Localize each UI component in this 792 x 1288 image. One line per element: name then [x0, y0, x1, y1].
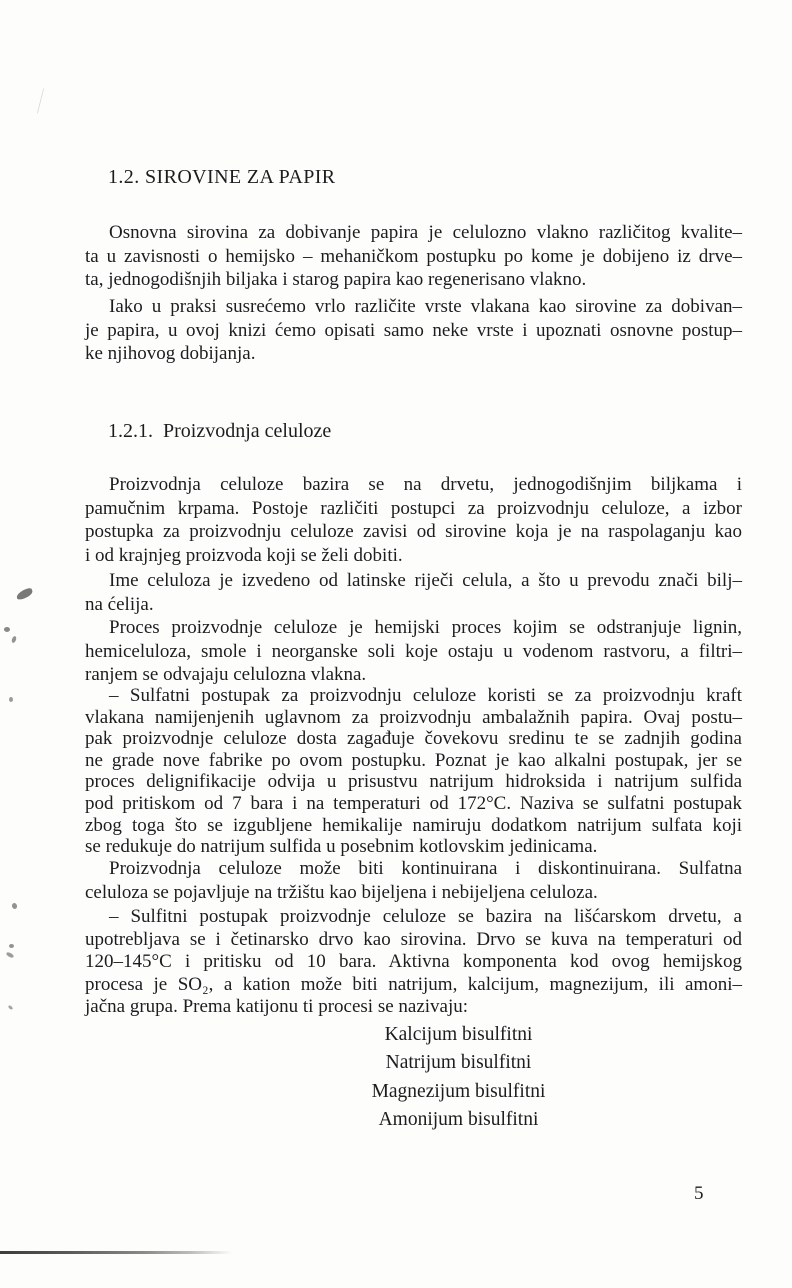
- paragraph: [85, 906, 742, 1019]
- text-line: ranjem se odvajaju celulozna vlakna.: [85, 664, 367, 685]
- scan-scratch-mark: [37, 88, 45, 114]
- bisulfite-process-list: [130, 1021, 787, 1134]
- list-item: Amonijum bisulfitni: [378, 1108, 539, 1130]
- list-item: Magnezijum bisulfitni: [371, 1080, 546, 1102]
- section-heading: 1.2. SIROVINE ZA PAPIR: [108, 166, 336, 188]
- text-line: ne grade nove fabrike po ovom postupku. Poznat je kao alkalni postupak, jer se: [85, 749, 742, 771]
- page-number: 5: [694, 1183, 704, 1204]
- text-line: procesa je SO₂, a kation može biti natrijum, kalcijum, magnezijum, ili amoni–: [85, 973, 742, 995]
- text-line: ta u zavisnosti o hemijsko – mehaničkom postupku po kome je dobijeno iz drve–: [85, 245, 742, 267]
- text-line: na ćelija.: [85, 593, 154, 615]
- text-line: – Sulfitni postupak proizvodnje celuloze se bazira na lišćarskom drvetu, a: [109, 906, 742, 927]
- text-line: jačna grupa. Prema katijonu ti procesi se nazivaju:: [85, 996, 469, 1017]
- text-line: i od krajnjeg proizvoda koji se želi dobiti.: [85, 544, 403, 566]
- text-line: 120–145°C i pritisku od 10 bara. Aktivna komponenta kod ovog hemijskog: [85, 951, 742, 972]
- subsection-heading: 1.2.1. Proizvodnja celuloze: [108, 420, 332, 442]
- text-line: proces delignifikacije odvija u prisustvu natrijum hidroksida i natrijum sulfida: [85, 771, 742, 793]
- paragraph: [85, 685, 742, 858]
- text-line: hemiceluloza, smole i neorganske soli koje ostaju u vodenom rastvoru, a filtri–: [85, 640, 742, 662]
- paragraph: [85, 857, 742, 904]
- paragraph: [85, 295, 742, 366]
- scan-artifact-line: [0, 1251, 232, 1254]
- text-line: upotrebljava se i četinarsko drvo kao sirovina. Drvo se kuva na temperaturi od: [85, 928, 742, 950]
- scan-speck: [9, 697, 13, 702]
- text-line: celuloza se pojavljuje na tržištu kao bijeljena i nebijeljena celuloza.: [85, 881, 598, 903]
- paragraph: [85, 221, 742, 292]
- text-line: Proizvodnja celuloze može biti kontinuirana i diskontinuirana. Sulfatna: [109, 858, 742, 879]
- paragraph: [85, 616, 742, 687]
- paragraph: [85, 473, 742, 567]
- text-line: Iako u praksi susrećemo vrlo različite vrste vlakana kao sirovine za dobivan–: [109, 296, 742, 317]
- text-line: Proces proizvodnje celuloze je hemijski proces kojim se odstranjuje lignin,: [109, 617, 742, 638]
- text-line: ke njihovog dobijanja.: [85, 343, 256, 364]
- scan-speck: [15, 587, 34, 601]
- text-line: pak proizvodnje celuloze dosta zagađuje čovekovu sredinu te se zadnjih godina: [85, 728, 742, 750]
- text-line: Proizvodnja celuloze bazira se na drvetu, jednogodišnjim biljkama i: [109, 474, 742, 495]
- text-line: pamučnim krpama. Postoje različiti postupci za proizvodnju celuloze, a izbor: [85, 497, 742, 519]
- scan-speck: [9, 944, 14, 948]
- paragraph: [85, 569, 742, 616]
- scan-speck: [4, 627, 10, 632]
- text-line: pod pritiskom od 7 bara i na temperaturi od 172°C. Naziva se sulfatni postupak: [85, 792, 742, 814]
- scan-speck: [11, 636, 17, 644]
- text-line: Ime celuloza je izvedeno od latinske riječi celula, a što u prevodu znači bilj–: [109, 570, 742, 591]
- scan-speck: [8, 1005, 14, 1011]
- text-line: vlakana namijenjenih uglavnom za proizvodnju ambalažnih papira. Ovaj postu–: [85, 706, 742, 728]
- text-line: zbog toga što se izgubljene hemikalije namiruju dodatkom natrijum sulfata koji: [85, 814, 742, 836]
- scan-speck: [6, 951, 15, 958]
- text-line: – Sulfatni postupak za proizvodnju celuloze koristi se za proizvodnju kraft: [109, 685, 742, 706]
- text-line: ta, jednogodišnjih biljaka i starog papira kao regenerisano vlakno.: [85, 269, 587, 290]
- list-item: Kalcijum bisulfitni: [384, 1024, 533, 1045]
- text-line: je papira, u ovoj knizi ćemo opisati samo neke vrste i upoznati osnovne postup–: [85, 319, 742, 341]
- scan-speck: [11, 902, 17, 909]
- text-line: se redukuje do natrijum sulfida u posebnim kotlovskim jedinicama.: [85, 836, 598, 858]
- list-item: Natrijum bisulfitni: [385, 1052, 532, 1074]
- text-line: Osnovna sirovina za dobivanje papira je celulozno vlakno različitog kvalite–: [109, 222, 742, 243]
- text-line: postupka za proizvodnju celuloze zavisi od sirovine koja je na raspolaganju kao: [85, 521, 742, 542]
